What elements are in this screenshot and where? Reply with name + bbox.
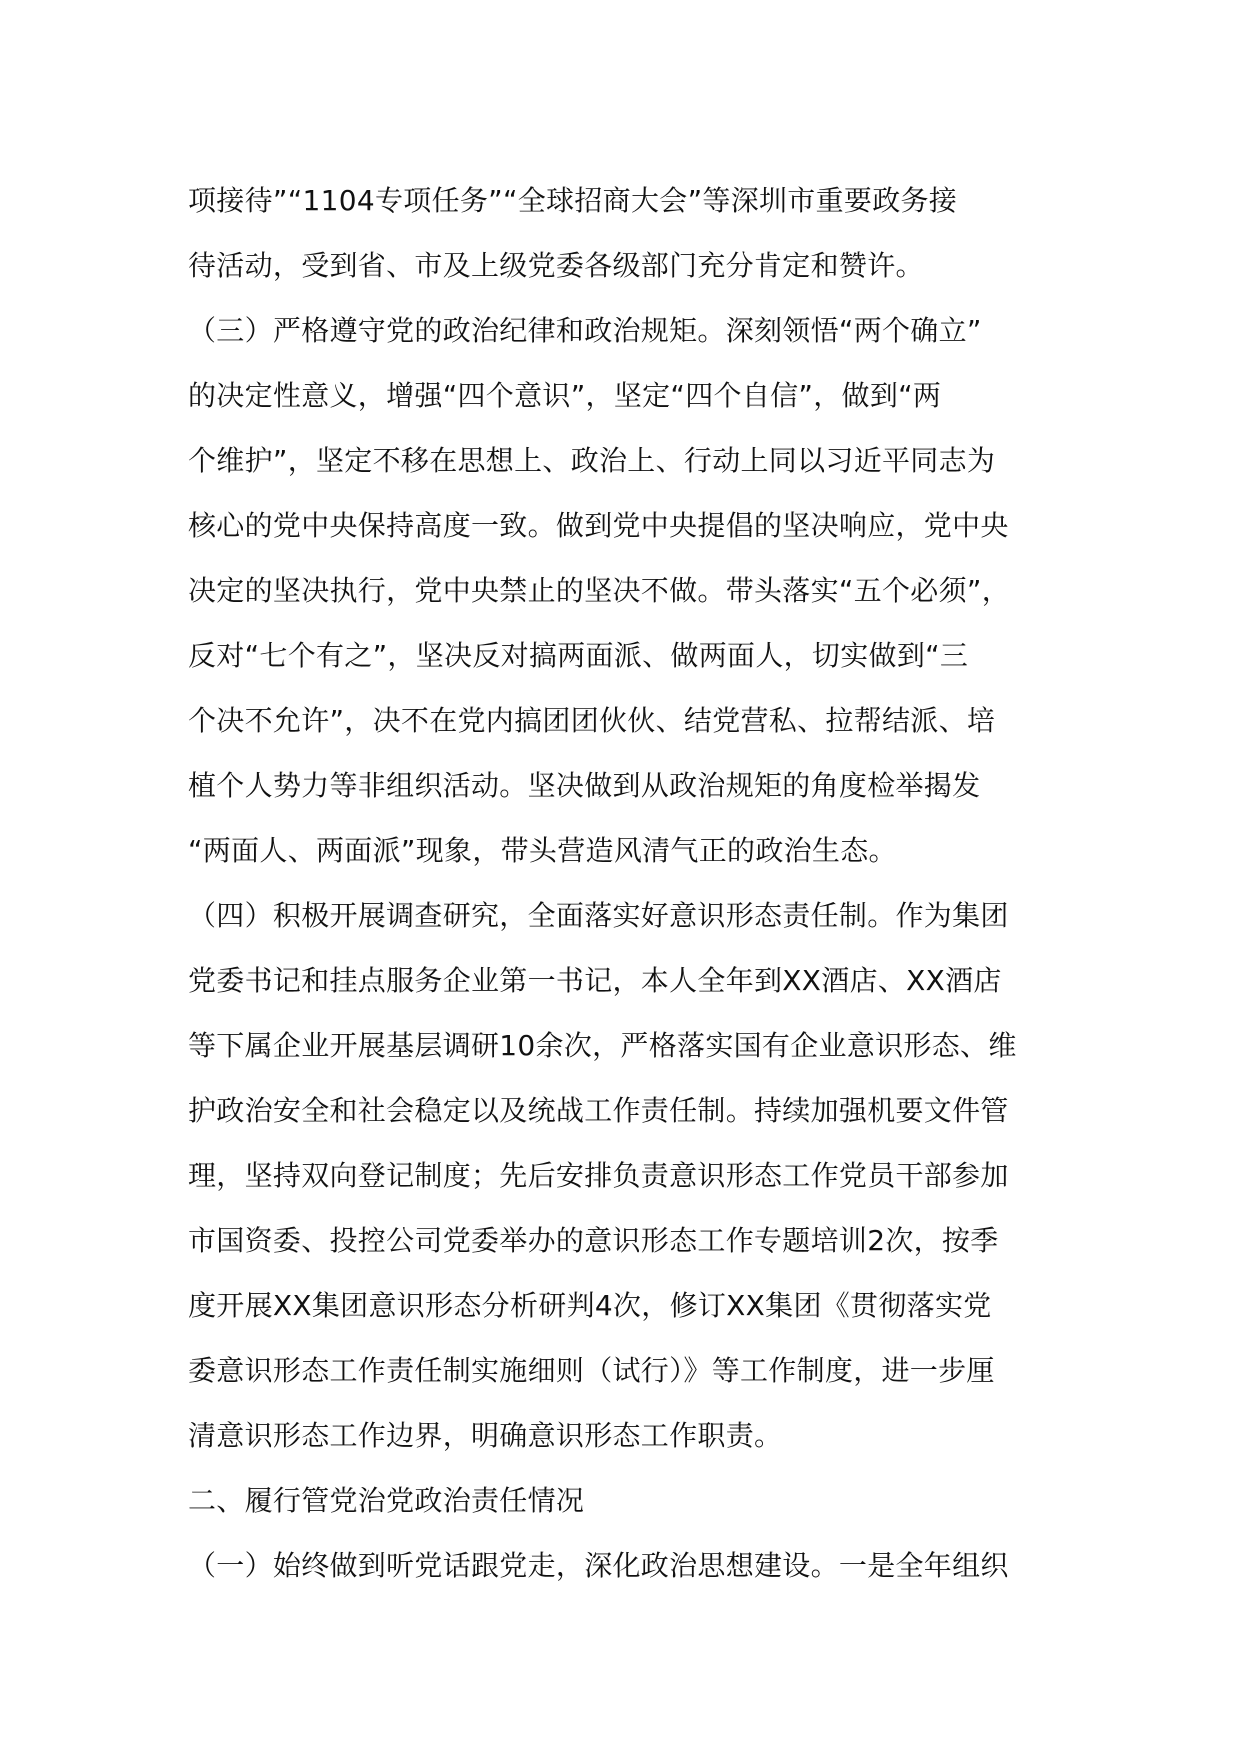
text-line: 决定的坚决执行，党中央禁止的坚决不做。带头落实“五个必须”， (188, 574, 1011, 607)
text-line: 个维护”，坚定不移在思想上、政治上、行动上同以习近平同志为 (188, 444, 996, 477)
section-heading-line: （一）始终做到听党话跟党走，深化政治思想建设。一是全年组织 (188, 1549, 1009, 1582)
text-line: 理，坚持双向登记制度；先后安排负责意识形态工作党员干部参加 (188, 1159, 1009, 1192)
text-line: 等下属企业开展基层调研10余次，严格落实国有企业意识形态、维 (188, 1029, 1017, 1062)
text-line: 个决不允许”，决不在党内搞团团伙伙、结党营私、拉帮结派、培 (188, 704, 996, 737)
text-line: 清意识形态工作边界，明确意识形态工作职责。 (188, 1419, 783, 1452)
text-line: 委意识形态工作责任制实施细则（试行）》等工作制度，进一步厘 (188, 1354, 995, 1387)
text-line: 项接待”“1104专项任务”“全球招商大会”等深圳市重要政务接 (188, 184, 958, 217)
section-heading-line: （三）严格遵守党的政治纪律和政治规矩。深刻领悟“两个确立” (188, 314, 982, 347)
text-line: 市国资委、投控公司党委举办的意识形态工作专题培训2次，按季 (188, 1224, 999, 1257)
text-line: 核心的党中央保持高度一致。做到党中央提倡的坚决响应，党中央 (188, 509, 1009, 542)
text-line: 植个人势力等非组织活动。坚决做到从政治规矩的角度检举揭发 (188, 769, 981, 802)
body-text (188, 168, 1068, 1598)
text-line: 反对“七个有之”，坚决反对搞两面派、做两面人，切实做到“三 (188, 639, 969, 672)
text-line: 的决定性意义，增强“四个意识”，坚定“四个自信”，做到“两 (188, 379, 942, 412)
chapter-heading-line: 二、履行管党治党政治责任情况 (188, 1484, 585, 1517)
text-line: 党委书记和挂点服务企业第一书记，本人全年到XX酒店、XX酒店 (188, 964, 1002, 997)
text-line: 待活动，受到省、市及上级党委各级部门充分肯定和赞许。 (188, 249, 924, 282)
text-line: 护政治安全和社会稳定以及统战工作责任制。持续加强机要文件管 (188, 1094, 1009, 1127)
text-line: 度开展XX集团意识形态分析研判4次，修订XX集团《贯彻落实党 (188, 1289, 992, 1322)
text-line: “两面人、两面派”现象，带头营造风清气正的政治生态。 (188, 834, 897, 867)
section-heading-line: （四）积极开展调查研究，全面落实好意识形态责任制。作为集团 (188, 899, 1009, 932)
